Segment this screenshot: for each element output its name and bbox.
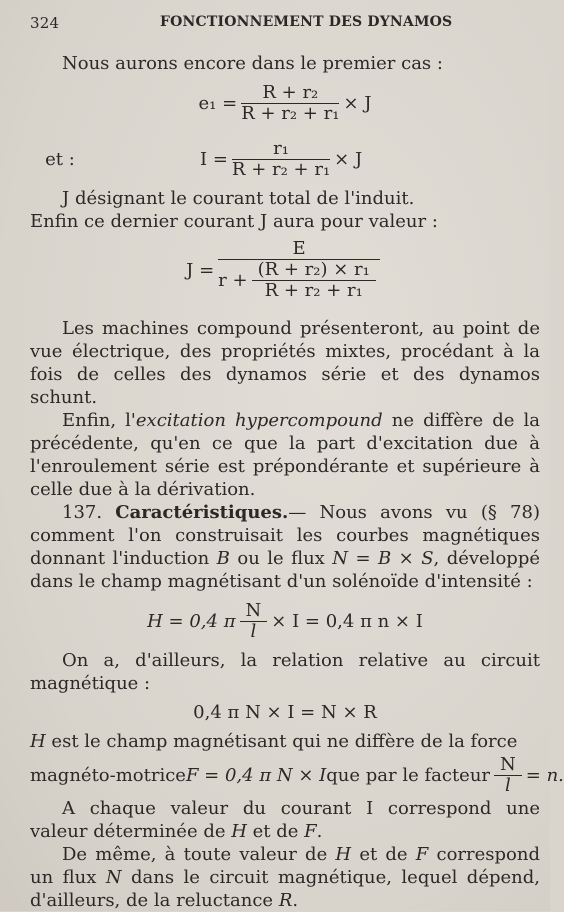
meme-text-4: dans le circuit magnétique, lequel dépend, d'ailleurs, de la reluctance xyxy=(30,867,540,911)
meme-paragraph xyxy=(30,843,540,912)
J-inner-fraction xyxy=(252,260,376,301)
J-fraction xyxy=(218,239,380,301)
H-denominator: l xyxy=(250,620,257,642)
section-NBS: N = B × S xyxy=(332,548,434,569)
H-champ-line xyxy=(30,730,540,753)
et-label: et : xyxy=(45,148,75,170)
relation-paragraph: On a, d'ailleurs, la relation relative au circuit magnétique : xyxy=(30,650,540,694)
e1-lhs: e₁ = xyxy=(198,92,238,114)
mm-text: magnéto-motrice xyxy=(30,764,186,786)
I-rhs: × J xyxy=(334,148,363,170)
section-B: B xyxy=(216,548,230,569)
equation-J xyxy=(30,233,540,307)
section-title: Caractéristiques. xyxy=(115,502,289,523)
mm-F: F = 0,4 π N × I xyxy=(185,764,327,786)
hyper-italic: excitation hypercompound xyxy=(135,410,383,431)
J-den-prefix: r + xyxy=(218,269,248,291)
chaque-text-1: A chaque valeur du courant I correspond une valeur déterminée de xyxy=(30,798,540,842)
mm-numerator: N xyxy=(494,755,522,776)
J-inner-numerator: (R + r₂) × r₁ xyxy=(252,260,376,281)
equation-H xyxy=(30,593,540,649)
I-numerator: r₁ xyxy=(232,139,330,160)
J-value-line: Enfin ce dernier courant J aura pour valeur : xyxy=(30,211,438,232)
H-champ-text: est le champ magnétisant qui ne diffère de la force xyxy=(45,731,518,752)
I-fraction xyxy=(232,139,330,180)
mm-denominator: l xyxy=(505,774,511,796)
hyper-pre: Enfin, l' xyxy=(62,410,136,431)
e1-denominator: R + r₂ + r₁ xyxy=(241,102,340,124)
mm-text-2: que par le facteur xyxy=(326,764,491,786)
e1-numerator: R + r₂ xyxy=(241,83,339,104)
I-denominator: R + r₂ + r₁ xyxy=(231,158,331,180)
intro-line: Nous aurons encore dans le premier cas : xyxy=(62,53,443,74)
relation-equation: 0,4 π N × I = N × R xyxy=(193,702,377,723)
H-champ-symbol: H xyxy=(30,731,46,752)
H-lhs: H = 0,4 π xyxy=(147,610,236,632)
I-lhs: I = xyxy=(200,148,228,170)
section-number: 137. xyxy=(62,502,103,523)
J-lhs: J = xyxy=(186,259,215,281)
meme-F: F xyxy=(415,844,429,865)
meme-N: N xyxy=(105,867,122,888)
equation-I xyxy=(30,131,540,187)
magneto-motrice-line xyxy=(30,753,564,797)
section-137-paragraph xyxy=(30,501,540,593)
chaque-F: F xyxy=(304,821,317,842)
page-body xyxy=(30,52,564,912)
section-text-3: , développé dans le champ magnétisant d'un solénoïde d'intensité : xyxy=(30,548,541,592)
e1-fraction xyxy=(241,83,339,124)
H-fraction xyxy=(240,601,268,642)
running-title: FONCTIONNEMENT DES DYNAMOS xyxy=(160,14,453,30)
J-numerator: E xyxy=(218,239,380,260)
page-header xyxy=(30,14,520,38)
section-text-2: ou le flux xyxy=(229,548,333,569)
meme-text-1: De même, à toute valeur de xyxy=(62,844,336,865)
equation-e1 xyxy=(30,75,540,131)
meme-text-5: . xyxy=(292,890,299,911)
J-definition: J désignant le courant total de l'induit. xyxy=(62,188,415,209)
meme-text-3: correspond un flux xyxy=(30,844,540,888)
hyper-post: ne diffère de la précédente, qu'en ce que la part d'excitation due à l'enroulement série est prépondérante et supérieure à celle due à la dérivation. xyxy=(30,410,541,500)
chaque-text-2: et de xyxy=(246,821,305,842)
chaque-H: H xyxy=(231,821,247,842)
chaque-paragraph xyxy=(30,797,540,843)
hypercompound-paragraph xyxy=(30,409,540,501)
J-inner-denominator: R + r₂ + r₁ xyxy=(264,280,363,301)
e1-rhs: × J xyxy=(343,92,372,114)
section-text-1: — Nous avons vu (§ 78) comment l'on construisait les courbes magnétiques donnant l'induction xyxy=(30,502,540,569)
J-denominator xyxy=(218,260,380,301)
mm-eq: = n. xyxy=(525,764,564,786)
meme-H: H xyxy=(335,844,352,865)
H-rhs: × I = 0,4 π n × I xyxy=(271,610,423,632)
compound-paragraph: Les machines compound présenteront, au point de vue électrique, des propriétés mixtes, procédant à la fois de celles des dynamos série et des dynamos schunt. xyxy=(30,318,540,408)
chaque-text-3: . xyxy=(316,821,323,842)
meme-R: R xyxy=(278,890,293,911)
page-number: 324 xyxy=(30,14,60,32)
H-numerator: N xyxy=(240,601,268,622)
meme-text-2: et de xyxy=(351,844,416,865)
mm-fraction xyxy=(494,755,522,796)
